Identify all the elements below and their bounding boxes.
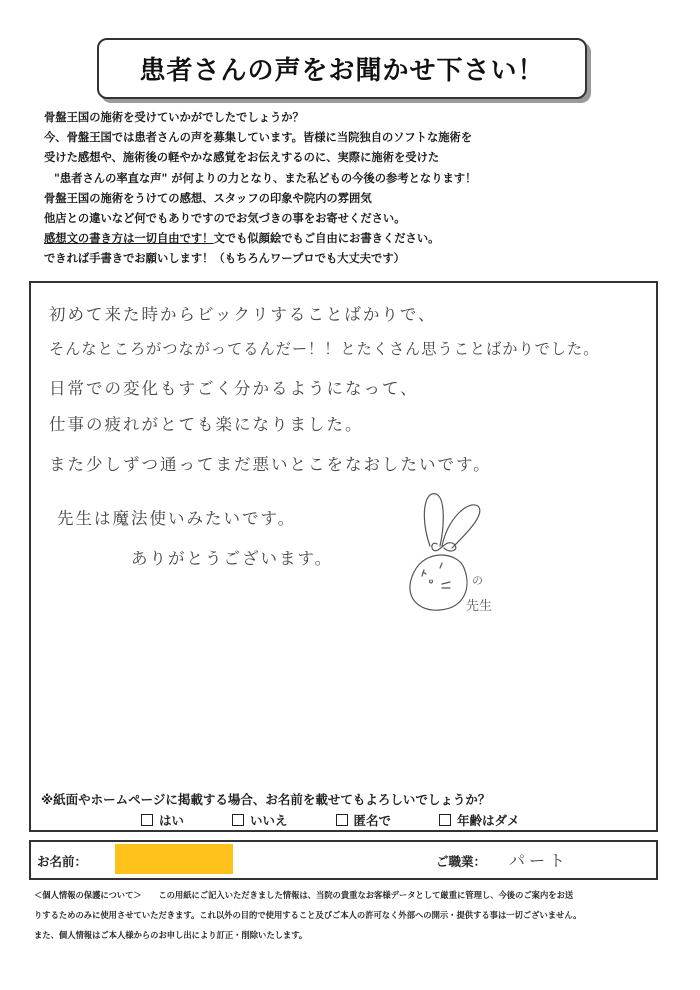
publish-question: ※紙面やホームページに掲載する場合、お名前を載せてもよろしいでしょうか？ bbox=[41, 792, 491, 807]
option-anonymous-label: 匿名で bbox=[353, 813, 392, 828]
option-no[interactable] bbox=[232, 811, 288, 829]
publish-options bbox=[141, 811, 568, 829]
intro-line-4: "患者さんの率直な声" が何よりの力となり、また私どもの今後の参考となります！ bbox=[54, 171, 477, 185]
intro-line-5: 骨盤王国の施術をうけての感想、スタッフの印象や院内の雰囲気 bbox=[44, 191, 372, 205]
occupation-value: パート bbox=[509, 851, 570, 870]
intro-line-7-rest: 文でも似顔絵でもご自由にお書きください。 bbox=[213, 232, 440, 246]
page-title: 患者さんの声をお聞かせ下さい！ bbox=[139, 56, 545, 86]
intro-line-2: 今、骨盤王国では患者さんの声を募集しています。皆様に当院独自のソフトな施術を bbox=[44, 131, 473, 145]
checkbox-no-age[interactable] bbox=[439, 814, 451, 826]
drawing-caption-1: の bbox=[472, 574, 483, 587]
handwriting-line-4: 仕事の疲れがとても楽になりました。 bbox=[49, 415, 364, 434]
intro-line-3: 受けた感想や、施術後の軽やかな感覚をお伝えするのに、実際に施術を受けた bbox=[44, 151, 440, 165]
notice-line-3: また、個人情報はご本人様からのお申し出により訂正・削除いたします。 bbox=[34, 930, 308, 940]
occupation-label: ご職業： bbox=[436, 854, 487, 869]
comment-box bbox=[29, 281, 658, 790]
intro-text bbox=[44, 108, 684, 270]
notice-line-1 bbox=[34, 885, 674, 905]
name-occupation-box bbox=[29, 840, 658, 880]
notice-line-2: りするためのみに使用させていただきます。これ以外の目的で使用すること及びご本人の許可なく外部への開示・提供する事は一切ございません。 bbox=[34, 910, 582, 920]
handwriting-line-5: また少しずつ通ってまだ悪いとこをなおしたいです。 bbox=[49, 455, 492, 474]
intro-line-8: できれば手書きでお願いします！（もちろんワープロでも大丈夫です） bbox=[44, 252, 405, 266]
notice-heading: ＜個人情報の保護について＞ bbox=[34, 890, 142, 900]
name-redaction bbox=[115, 844, 233, 874]
title-box bbox=[97, 38, 587, 99]
option-yes-label: はい bbox=[159, 813, 185, 828]
handwriting-line-6: 先生は魔法使いみたいです。 bbox=[57, 509, 297, 528]
intro-line-7-underlined: 感想文の書き方は一切自由です！ bbox=[44, 232, 214, 246]
handwriting-line-3: 日常での変化もすごく分かるようになって、 bbox=[49, 379, 419, 398]
intro-line-6: 他店との違いなど何でもありですのでお気づきの事をお寄せください。 bbox=[44, 212, 406, 226]
option-anonymous[interactable] bbox=[336, 811, 392, 829]
publish-consent-box bbox=[29, 786, 658, 832]
handwriting-line-7: ありがとうございます。 bbox=[131, 549, 334, 568]
intro-line-1: 骨盤王国の施術を受けていかがでしたでしょうか？ bbox=[44, 111, 304, 124]
notice-line-1-body: この用紙にご記入いただきました情報は、当院の貴重なお客様データとして厳重に管理し、今後のご案内をお送 bbox=[158, 890, 574, 900]
handwriting-line-1: 初めて来た時からビックリすることばかりで、 bbox=[49, 305, 437, 324]
checkbox-yes[interactable] bbox=[141, 814, 153, 826]
handwriting-line-2: そんなところがつながってるんだー！！とたくさん思うことばかりでした。 bbox=[49, 340, 600, 358]
drawing-caption-2: 先生 bbox=[466, 599, 493, 614]
bunny-drawing bbox=[392, 488, 512, 618]
privacy-notice bbox=[34, 885, 674, 945]
checkbox-anonymous[interactable] bbox=[336, 814, 348, 826]
option-no-label: いいえ bbox=[250, 813, 288, 828]
option-no-age-label: 年齢はダメ bbox=[457, 813, 520, 828]
name-label: お名前： bbox=[37, 854, 88, 869]
checkbox-no[interactable] bbox=[232, 814, 244, 826]
intro-line-7 bbox=[44, 229, 684, 249]
option-yes[interactable] bbox=[141, 811, 184, 829]
option-no-age[interactable] bbox=[439, 811, 520, 829]
